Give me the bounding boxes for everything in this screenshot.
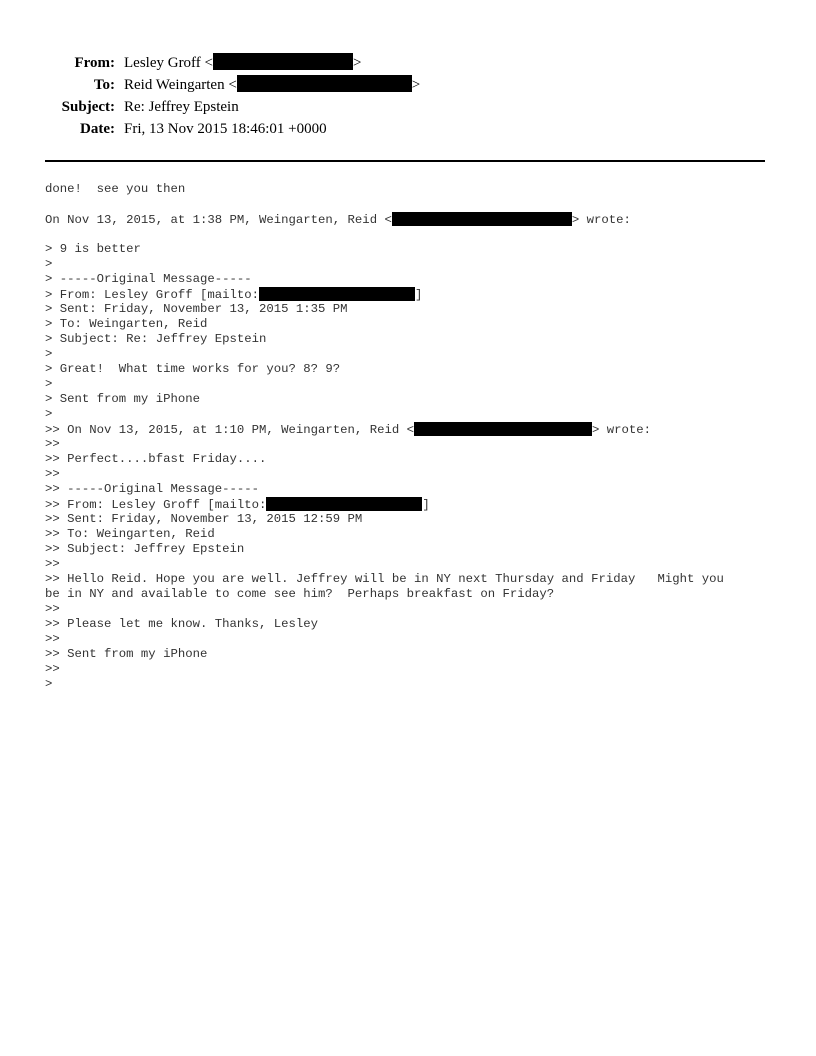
redaction-bar — [414, 422, 592, 436]
quoted-from-text: > From: Lesley Groff [mailto: — [45, 288, 260, 302]
blank-line — [45, 197, 769, 212]
quoted-from-tail: ] — [415, 288, 423, 302]
body-line: > To: Weingarten, Reid — [45, 317, 208, 331]
redaction-bar — [266, 497, 422, 511]
body-line: > — [45, 407, 53, 421]
body-line: >> — [45, 632, 60, 646]
body-line: >> Sent: Friday, November 13, 2015 12:59 PM — [45, 512, 363, 526]
body-line: >> — [45, 467, 60, 481]
quote-header-tail: > wrote: — [571, 213, 631, 227]
body-line: > — [45, 347, 53, 361]
body-line: >> Hello Reid. Hope you are well. Jeffrey will be in NY next Thursday and Friday Might you — [45, 572, 724, 586]
quote-header-line — [45, 212, 769, 227]
body-line: done! see you then — [45, 182, 186, 196]
body-line: > 9 is better — [45, 242, 141, 256]
body-line: >> — [45, 602, 60, 616]
body-line: > Sent from my iPhone — [45, 392, 200, 406]
body-line: >> Sent from my iPhone — [45, 647, 208, 661]
to-value — [124, 74, 420, 96]
body-line: >> — [45, 437, 60, 451]
redaction-bar — [259, 287, 415, 301]
body-line: >> To: Weingarten, Reid — [45, 527, 215, 541]
body-line: > -----Original Message----- — [45, 272, 252, 286]
body-line: >> Please let me know. Thanks, Lesley — [45, 617, 319, 631]
to-name: Reid Weingarten < — [124, 77, 237, 93]
from-value — [124, 52, 361, 74]
quoted-from-line — [45, 497, 769, 512]
redaction-bar — [237, 75, 412, 92]
quoted-from-text: >> From: Lesley Groff [mailto: — [45, 498, 267, 512]
body-line: >> — [45, 662, 60, 676]
quoted-from-tail: ] — [422, 498, 430, 512]
quote-header-line — [45, 422, 769, 437]
from-close: > — [353, 55, 362, 71]
body-line: > Subject: Re: Jeffrey Epstein — [45, 332, 267, 346]
from-name: Lesley Groff < — [124, 55, 213, 71]
quote-header-text: >> On Nov 13, 2015, at 1:10 PM, Weingarten, Reid < — [45, 423, 414, 437]
body-line: >> -----Original Message----- — [45, 482, 260, 496]
email-body — [45, 182, 769, 692]
quoted-from-line — [45, 287, 769, 302]
date-label: Date: — [80, 121, 115, 137]
body-line: >> Perfect....bfast Friday.... — [45, 452, 267, 466]
date-value: Fri, 13 Nov 2015 18:46:01 +0000 — [124, 121, 327, 137]
header-divider — [45, 160, 765, 162]
body-line: > — [45, 377, 53, 391]
to-label: To: — [93, 77, 115, 93]
quote-header-tail: > wrote: — [591, 423, 652, 437]
body-line: >> Subject: Jeffrey Epstein — [45, 542, 245, 556]
quote-header-text: On Nov 13, 2015, at 1:38 PM, Weingarten, Reid < — [45, 213, 392, 227]
redaction-bar — [213, 53, 353, 70]
body-line: > Sent: Friday, November 13, 2015 1:35 PM — [45, 302, 348, 316]
redaction-bar — [392, 212, 572, 226]
to-close: > — [411, 77, 421, 93]
subject-label: Subject: — [61, 99, 115, 115]
blank-line — [45, 227, 769, 242]
body-line: >> — [45, 557, 60, 571]
body-line: > Great! What time works for you? 8? 9? — [45, 362, 341, 376]
body-line: be in NY and available to come see him? Perhaps breakfast on Friday? — [45, 587, 555, 601]
from-label: From: — [74, 55, 115, 71]
subject-value: Re: Jeffrey Epstein — [124, 99, 239, 115]
body-line: > — [45, 677, 53, 691]
body-line: > — [45, 257, 53, 271]
